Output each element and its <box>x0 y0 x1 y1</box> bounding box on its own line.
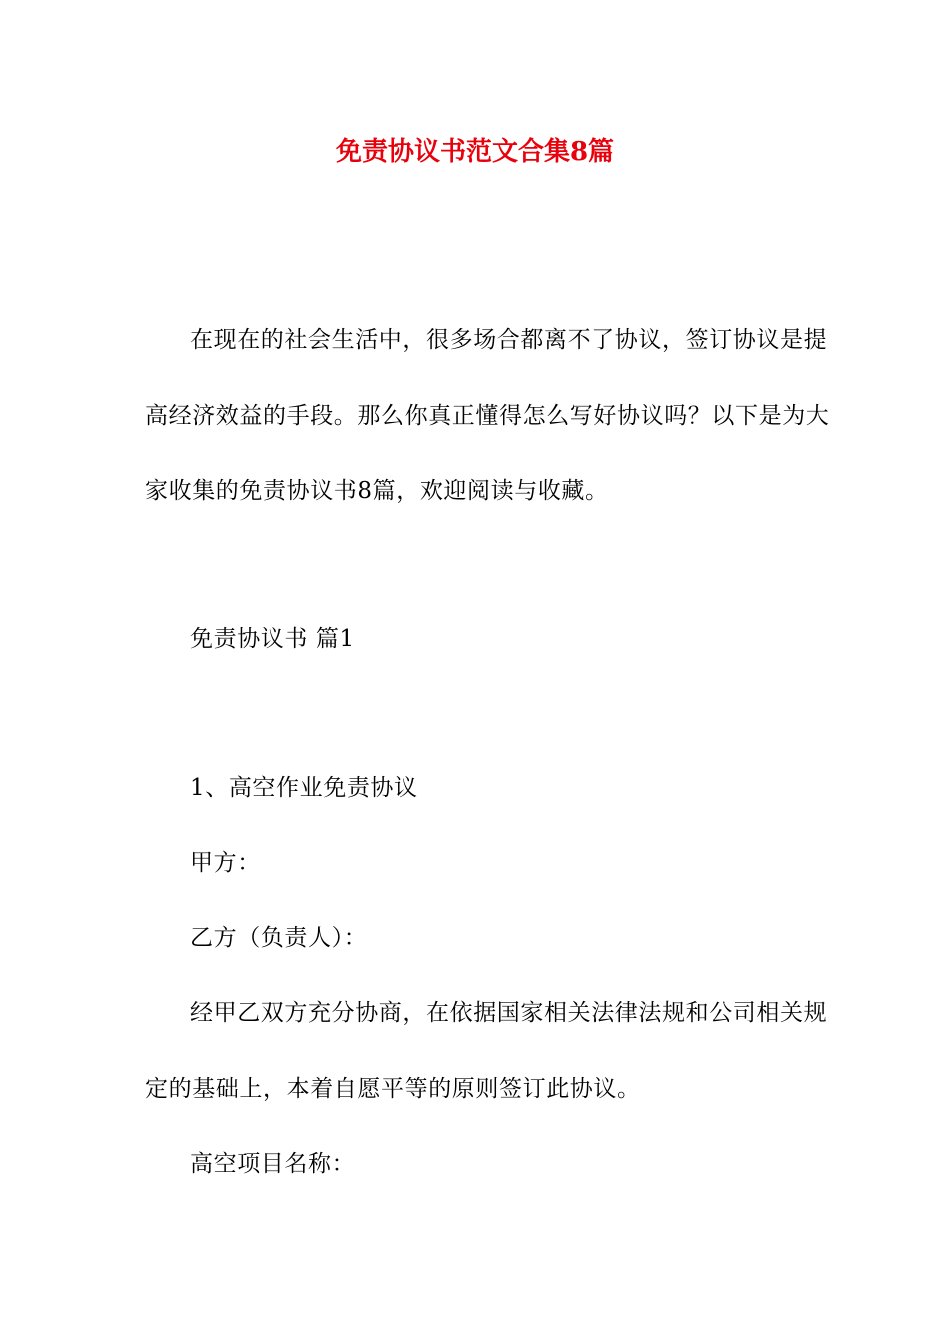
item-heading: 1、高空作业免责协议 <box>190 775 418 801</box>
document-title: 免责协议书范文合集8篇 <box>335 137 615 167</box>
section-heading: 免责协议书 篇1 <box>190 626 355 652</box>
party-a-label: 甲方： <box>190 850 261 876</box>
intro-line-3: 家收集的免责协议书8篇，欢迎阅读与收藏。 <box>145 478 609 504</box>
clause-line-1: 经甲乙双方充分协商，在依据国家相关法律法规和公司相关规 <box>190 1000 828 1026</box>
party-b-label: 乙方（负责人）： <box>190 925 368 951</box>
clause-line-2: 定的基础上，本着自愿平等的原则签订此协议。 <box>145 1076 641 1102</box>
intro-line-1: 在现在的社会生活中，很多场合都离不了协议，签订协议是提 <box>190 327 828 353</box>
intro-line-2: 高经济效益的手段。那么你真正懂得怎么写好协议吗？以下是为大 <box>145 403 830 429</box>
project-name-label: 高空项目名称： <box>190 1151 356 1177</box>
